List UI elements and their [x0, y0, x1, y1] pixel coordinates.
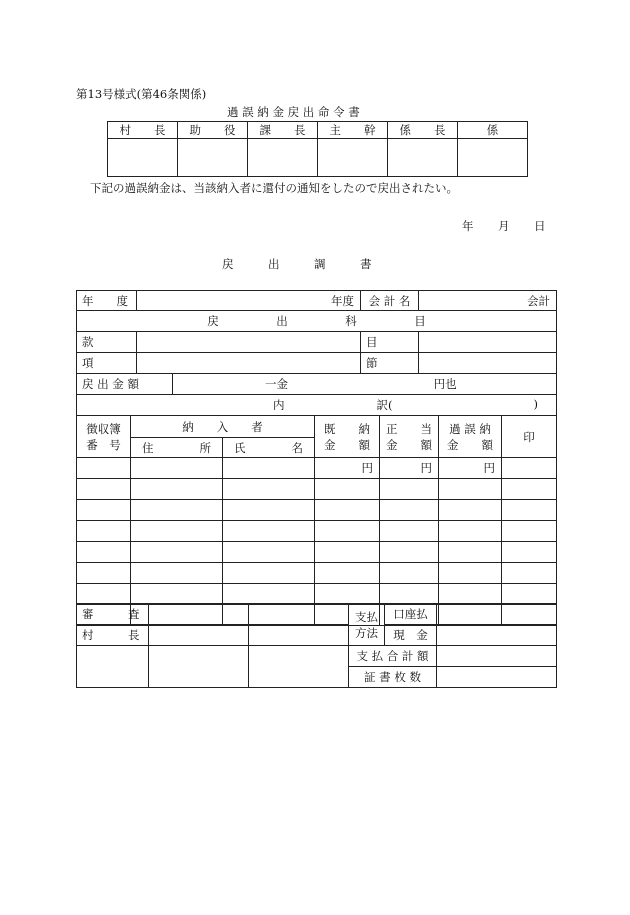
account-suffix: 会計	[527, 293, 550, 308]
year-label: 年 度	[77, 291, 137, 311]
approval-stamp-cell[interactable]	[318, 139, 388, 177]
cell[interactable]	[502, 458, 557, 479]
cell[interactable]	[131, 584, 223, 605]
refund-item-header: 戻 出 科 目	[77, 311, 557, 332]
col-correct-amount: 正 当 金 額	[380, 416, 439, 458]
approval-header-section-chief: 課 長	[248, 122, 318, 139]
certificate-count-label: 証 書 枚 数	[349, 667, 437, 688]
main-info-table	[76, 290, 557, 416]
cell[interactable]	[223, 479, 315, 500]
setsu-label: 節	[361, 353, 419, 374]
cell[interactable]	[315, 584, 380, 605]
col-payer: 納 入 者	[131, 416, 315, 438]
notice-text: 下記の過誤納金は、当該納入者に還付の通知をしたので戻出されたい。	[90, 181, 458, 195]
col-receipt-number: 徴収簿 番 号	[77, 416, 131, 458]
approval-table	[107, 121, 528, 177]
table-row	[77, 542, 557, 563]
account-transfer-label: 口座払	[385, 604, 437, 625]
payment-method-label: 支払 方法	[349, 604, 385, 646]
cell[interactable]	[77, 521, 131, 542]
approval-stamp-cell[interactable]	[108, 139, 178, 177]
cell[interactable]	[380, 521, 439, 542]
year-suffix: 年度	[331, 293, 354, 308]
yen-unit[interactable]: 円	[380, 458, 439, 479]
yen-unit[interactable]: 円	[439, 458, 502, 479]
kan-label: 款	[77, 332, 137, 353]
cell[interactable]	[502, 521, 557, 542]
approval-header-subsection-chief: 係 長	[388, 122, 458, 139]
cell[interactable]	[502, 479, 557, 500]
approval-header-deputy: 助 役	[178, 122, 248, 139]
col-overpaid-amount: 過 誤 納 金 額	[439, 416, 502, 458]
cell[interactable]	[131, 542, 223, 563]
cell[interactable]	[77, 563, 131, 584]
cash-field[interactable]	[437, 625, 557, 646]
year-field[interactable]	[137, 291, 361, 311]
table-row	[77, 500, 557, 521]
cell[interactable]	[502, 563, 557, 584]
cell[interactable]	[380, 563, 439, 584]
cell[interactable]	[77, 458, 131, 479]
approval-header-supervisor: 主 幹	[318, 122, 388, 139]
cell[interactable]	[439, 542, 502, 563]
table-row	[77, 479, 557, 500]
payment-total-label: 支 払 合 計 額	[349, 646, 437, 667]
mayor-stamp-2[interactable]	[249, 625, 349, 646]
cell[interactable]	[223, 542, 315, 563]
table-row	[77, 521, 557, 542]
cell[interactable]	[223, 458, 315, 479]
cell[interactable]	[315, 521, 380, 542]
kou-label: 項	[77, 353, 137, 374]
cell[interactable]	[380, 479, 439, 500]
yen-unit[interactable]: 円	[315, 458, 380, 479]
setsu-field[interactable]	[419, 353, 557, 374]
breakdown-close: )	[533, 397, 538, 411]
certificate-count-field[interactable]	[437, 667, 557, 688]
cell[interactable]	[131, 479, 223, 500]
amount-suffix: 円也	[433, 377, 457, 391]
cell[interactable]	[77, 479, 131, 500]
survey-title: 戻 出 調 書	[222, 257, 372, 271]
col-address: 住 所	[131, 438, 223, 458]
amount-prefix: 一金	[265, 377, 288, 391]
review-stamp-1[interactable]	[149, 604, 249, 625]
cell[interactable]	[439, 479, 502, 500]
approval-stamp-cell[interactable]	[178, 139, 248, 177]
cash-label: 現 金	[385, 625, 437, 646]
date-year: 年	[462, 219, 474, 233]
date-month: 月	[498, 219, 510, 233]
amount-label: 戻 出 金 額	[77, 374, 173, 395]
cell[interactable]	[380, 584, 439, 605]
cell[interactable]	[77, 584, 131, 605]
col-paid-amount: 既 納 金 額	[315, 416, 380, 458]
cell[interactable]	[131, 500, 223, 521]
cell[interactable]	[131, 563, 223, 584]
cell[interactable]	[380, 500, 439, 521]
cell[interactable]	[77, 500, 131, 521]
cell[interactable]	[502, 542, 557, 563]
table-row	[77, 458, 557, 479]
cell[interactable]	[315, 542, 380, 563]
account-name-field[interactable]	[419, 291, 557, 311]
approval-stamp-cell[interactable]	[458, 139, 528, 177]
table-row	[77, 563, 557, 584]
stamp-area-1[interactable]	[77, 646, 149, 688]
cell[interactable]	[439, 584, 502, 605]
review-label: 審 査	[77, 604, 149, 625]
amount-field[interactable]	[173, 374, 557, 395]
approval-header-clerk: 係	[458, 122, 528, 139]
form-number: 第13号様式(第46条関係)	[76, 87, 207, 101]
moku-field[interactable]	[419, 332, 557, 353]
cell[interactable]	[315, 479, 380, 500]
table-row	[77, 584, 557, 605]
cell[interactable]	[223, 521, 315, 542]
breakdown-label: 内 訳(	[273, 398, 393, 412]
cell[interactable]	[223, 563, 315, 584]
mayor-label: 村 長	[77, 625, 149, 646]
kou-field[interactable]	[137, 353, 361, 374]
cell[interactable]	[131, 521, 223, 542]
cell[interactable]	[439, 563, 502, 584]
col-seal: 印	[502, 416, 557, 458]
approval-stamp-cell[interactable]	[248, 139, 318, 177]
cell[interactable]	[131, 458, 223, 479]
cell[interactable]	[502, 584, 557, 605]
stamp-area-2[interactable]	[149, 646, 249, 688]
account-name-label: 会 計 名	[361, 291, 419, 311]
cell[interactable]	[502, 500, 557, 521]
document-title: 過 誤 納 金 戻 出 命 令 書	[227, 105, 360, 119]
cell[interactable]	[77, 542, 131, 563]
date-day: 日	[534, 219, 546, 233]
payment-total-field[interactable]	[437, 646, 557, 667]
breakdown-table	[76, 415, 557, 626]
kan-field[interactable]	[137, 332, 361, 353]
col-name: 氏 名	[223, 438, 315, 458]
cell[interactable]	[439, 521, 502, 542]
cell[interactable]	[439, 500, 502, 521]
stamp-area-3[interactable]	[249, 646, 349, 688]
bottom-table	[76, 603, 557, 688]
mayor-stamp-1[interactable]	[149, 625, 249, 646]
cell[interactable]	[223, 500, 315, 521]
cell[interactable]	[223, 584, 315, 605]
review-stamp-2[interactable]	[249, 604, 349, 625]
approval-stamp-cell[interactable]	[388, 139, 458, 177]
account-transfer-field[interactable]	[437, 604, 557, 625]
cell[interactable]	[315, 563, 380, 584]
approval-header-mayor: 村 長	[108, 122, 178, 139]
breakdown-row	[77, 395, 557, 416]
moku-label: 目	[361, 332, 419, 353]
cell[interactable]	[380, 542, 439, 563]
cell[interactable]	[315, 500, 380, 521]
